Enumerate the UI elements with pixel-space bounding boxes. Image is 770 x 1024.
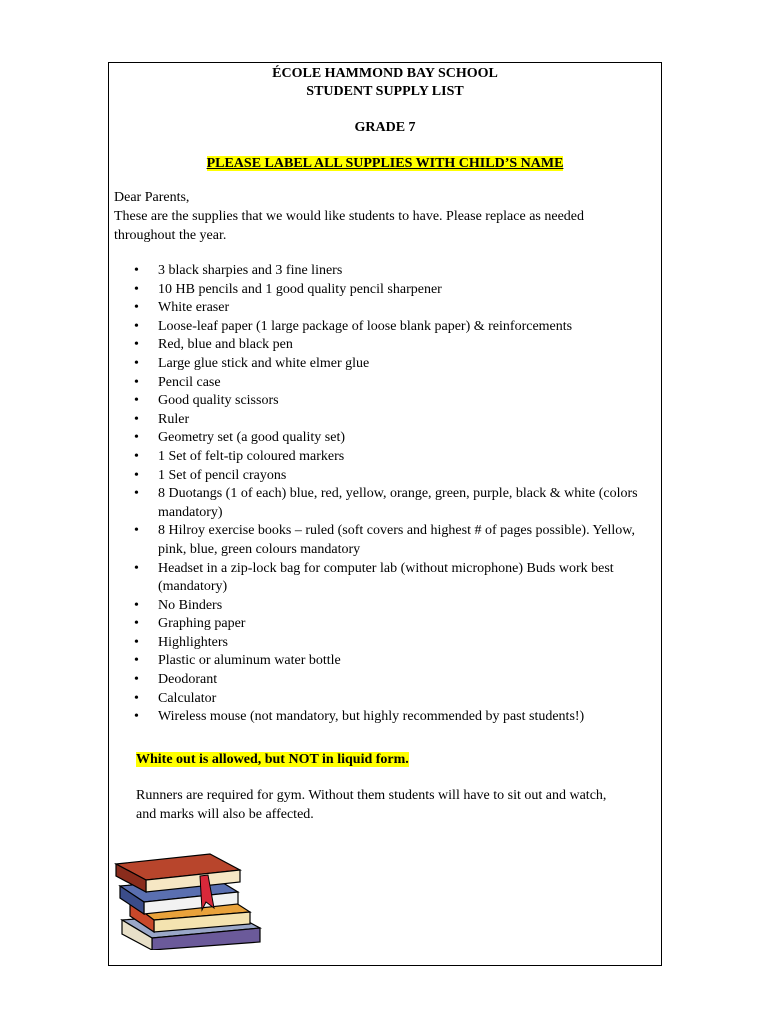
bullet-icon: • <box>134 374 139 390</box>
supply-item-text: Wireless mouse (not mandatory, but highly recommended by past students!) <box>158 709 585 725</box>
bullet-icon: • <box>134 430 139 446</box>
supply-list <box>120 262 660 727</box>
bullet-icon: • <box>134 523 139 539</box>
supply-item-text: Headset in a zip-lock bag for computer lab (without microphone) Buds work best (mandatory) <box>158 560 614 595</box>
bullet-icon: • <box>134 653 139 669</box>
bullet-icon: • <box>134 560 139 576</box>
supply-item <box>120 615 660 634</box>
supply-item-text: 3 black sharpies and 3 fine liners <box>158 263 343 278</box>
runners-note-line-1: Runners are required for gym. Without them students will have to sit out and watch, <box>136 788 607 803</box>
supply-item <box>120 690 660 709</box>
runners-note-line-2: and marks will also be affected. <box>136 807 314 822</box>
bullet-icon: • <box>134 709 139 725</box>
stack-of-books-icon <box>110 850 275 950</box>
supply-item <box>120 708 660 727</box>
supply-item-text: Geometry set (a good quality set) <box>158 430 346 446</box>
supply-item <box>120 374 660 393</box>
supply-item <box>120 597 660 616</box>
supply-item-text: 1 Set of felt-tip coloured markers <box>158 448 345 464</box>
supply-item <box>120 429 660 448</box>
supply-item-text: No Binders <box>158 597 223 613</box>
bullet-icon: • <box>134 318 139 334</box>
grade-heading: GRADE 7 <box>354 120 416 135</box>
bullet-icon: • <box>134 393 139 409</box>
supply-item <box>120 467 660 486</box>
supply-item-text: 1 Set of pencil crayons <box>158 467 287 483</box>
white-out-note: White out is allowed, but NOT in liquid form. <box>136 752 409 767</box>
supply-item <box>120 560 660 597</box>
supply-item-text: Ruler <box>158 411 190 427</box>
supply-item <box>120 485 660 522</box>
document-title: STUDENT SUPPLY LIST <box>306 84 464 99</box>
bullet-icon: • <box>134 411 139 427</box>
supply-item <box>120 299 660 318</box>
supply-item-text: Calculator <box>158 690 217 706</box>
supply-item-text: Large glue stick and white elmer glue <box>158 355 370 371</box>
bullet-icon: • <box>134 448 139 464</box>
school-name: ÉCOLE HAMMOND BAY SCHOOL <box>272 66 498 81</box>
bullet-icon: • <box>134 690 139 706</box>
supply-item-text: Deodorant <box>158 672 218 688</box>
supply-item-text: Plastic or aluminum water bottle <box>158 653 341 669</box>
supply-item <box>120 411 660 430</box>
supply-item <box>120 652 660 671</box>
intro-line-1: These are the supplies that we would like students to have. Please replace as needed <box>114 209 585 224</box>
supply-item-text: Pencil case <box>158 374 221 390</box>
supply-item-text: Red, blue and black pen <box>158 337 293 353</box>
bullet-icon: • <box>134 672 139 688</box>
supply-item-text: Highlighters <box>158 634 228 650</box>
bullet-icon: • <box>134 263 139 278</box>
supply-item-text: 8 Duotangs (1 of each) blue, red, yellow, orange, green, purple, black & white (colors mandatory) <box>158 486 638 520</box>
white-out-note-line <box>136 750 656 769</box>
supply-item-text: Loose-leaf paper (1 large package of loose blank paper) & reinforcements <box>158 318 573 334</box>
supply-item-text: Graphing paper <box>158 616 246 632</box>
supply-item <box>120 448 660 467</box>
supply-item-text: White eraser <box>158 300 230 316</box>
bullet-icon: • <box>134 597 139 613</box>
bullet-icon: • <box>134 616 139 632</box>
supply-item-text: 8 Hilroy exercise books – ruled (soft covers and highest # of pages possible). Yellow, pink, blue, green colours mandatory <box>158 523 635 557</box>
bullet-icon: • <box>134 486 139 502</box>
bullet-icon: • <box>134 634 139 650</box>
supply-item <box>120 281 660 300</box>
bullet-icon: • <box>134 355 139 371</box>
supply-item <box>120 392 660 411</box>
bullet-icon: • <box>134 337 139 353</box>
supply-item-text: Good quality scissors <box>158 393 279 409</box>
supply-item <box>120 336 660 355</box>
supply-item <box>120 318 660 337</box>
bullet-icon: • <box>134 300 139 316</box>
intro-line-2: throughout the year. <box>114 228 227 243</box>
bullet-icon: • <box>134 281 139 297</box>
label-notice: PLEASE LABEL ALL SUPPLIES WITH CHILD’S NAME <box>206 156 564 171</box>
bullet-icon: • <box>134 467 139 483</box>
label-notice-line <box>108 155 662 173</box>
supply-item <box>120 355 660 374</box>
supply-item-text: 10 HB pencils and 1 good quality pencil sharpener <box>158 281 442 297</box>
supply-item <box>120 671 660 690</box>
supply-item <box>120 522 660 559</box>
greeting: Dear Parents, <box>114 190 190 205</box>
supply-item <box>120 634 660 653</box>
supply-item <box>120 262 660 281</box>
